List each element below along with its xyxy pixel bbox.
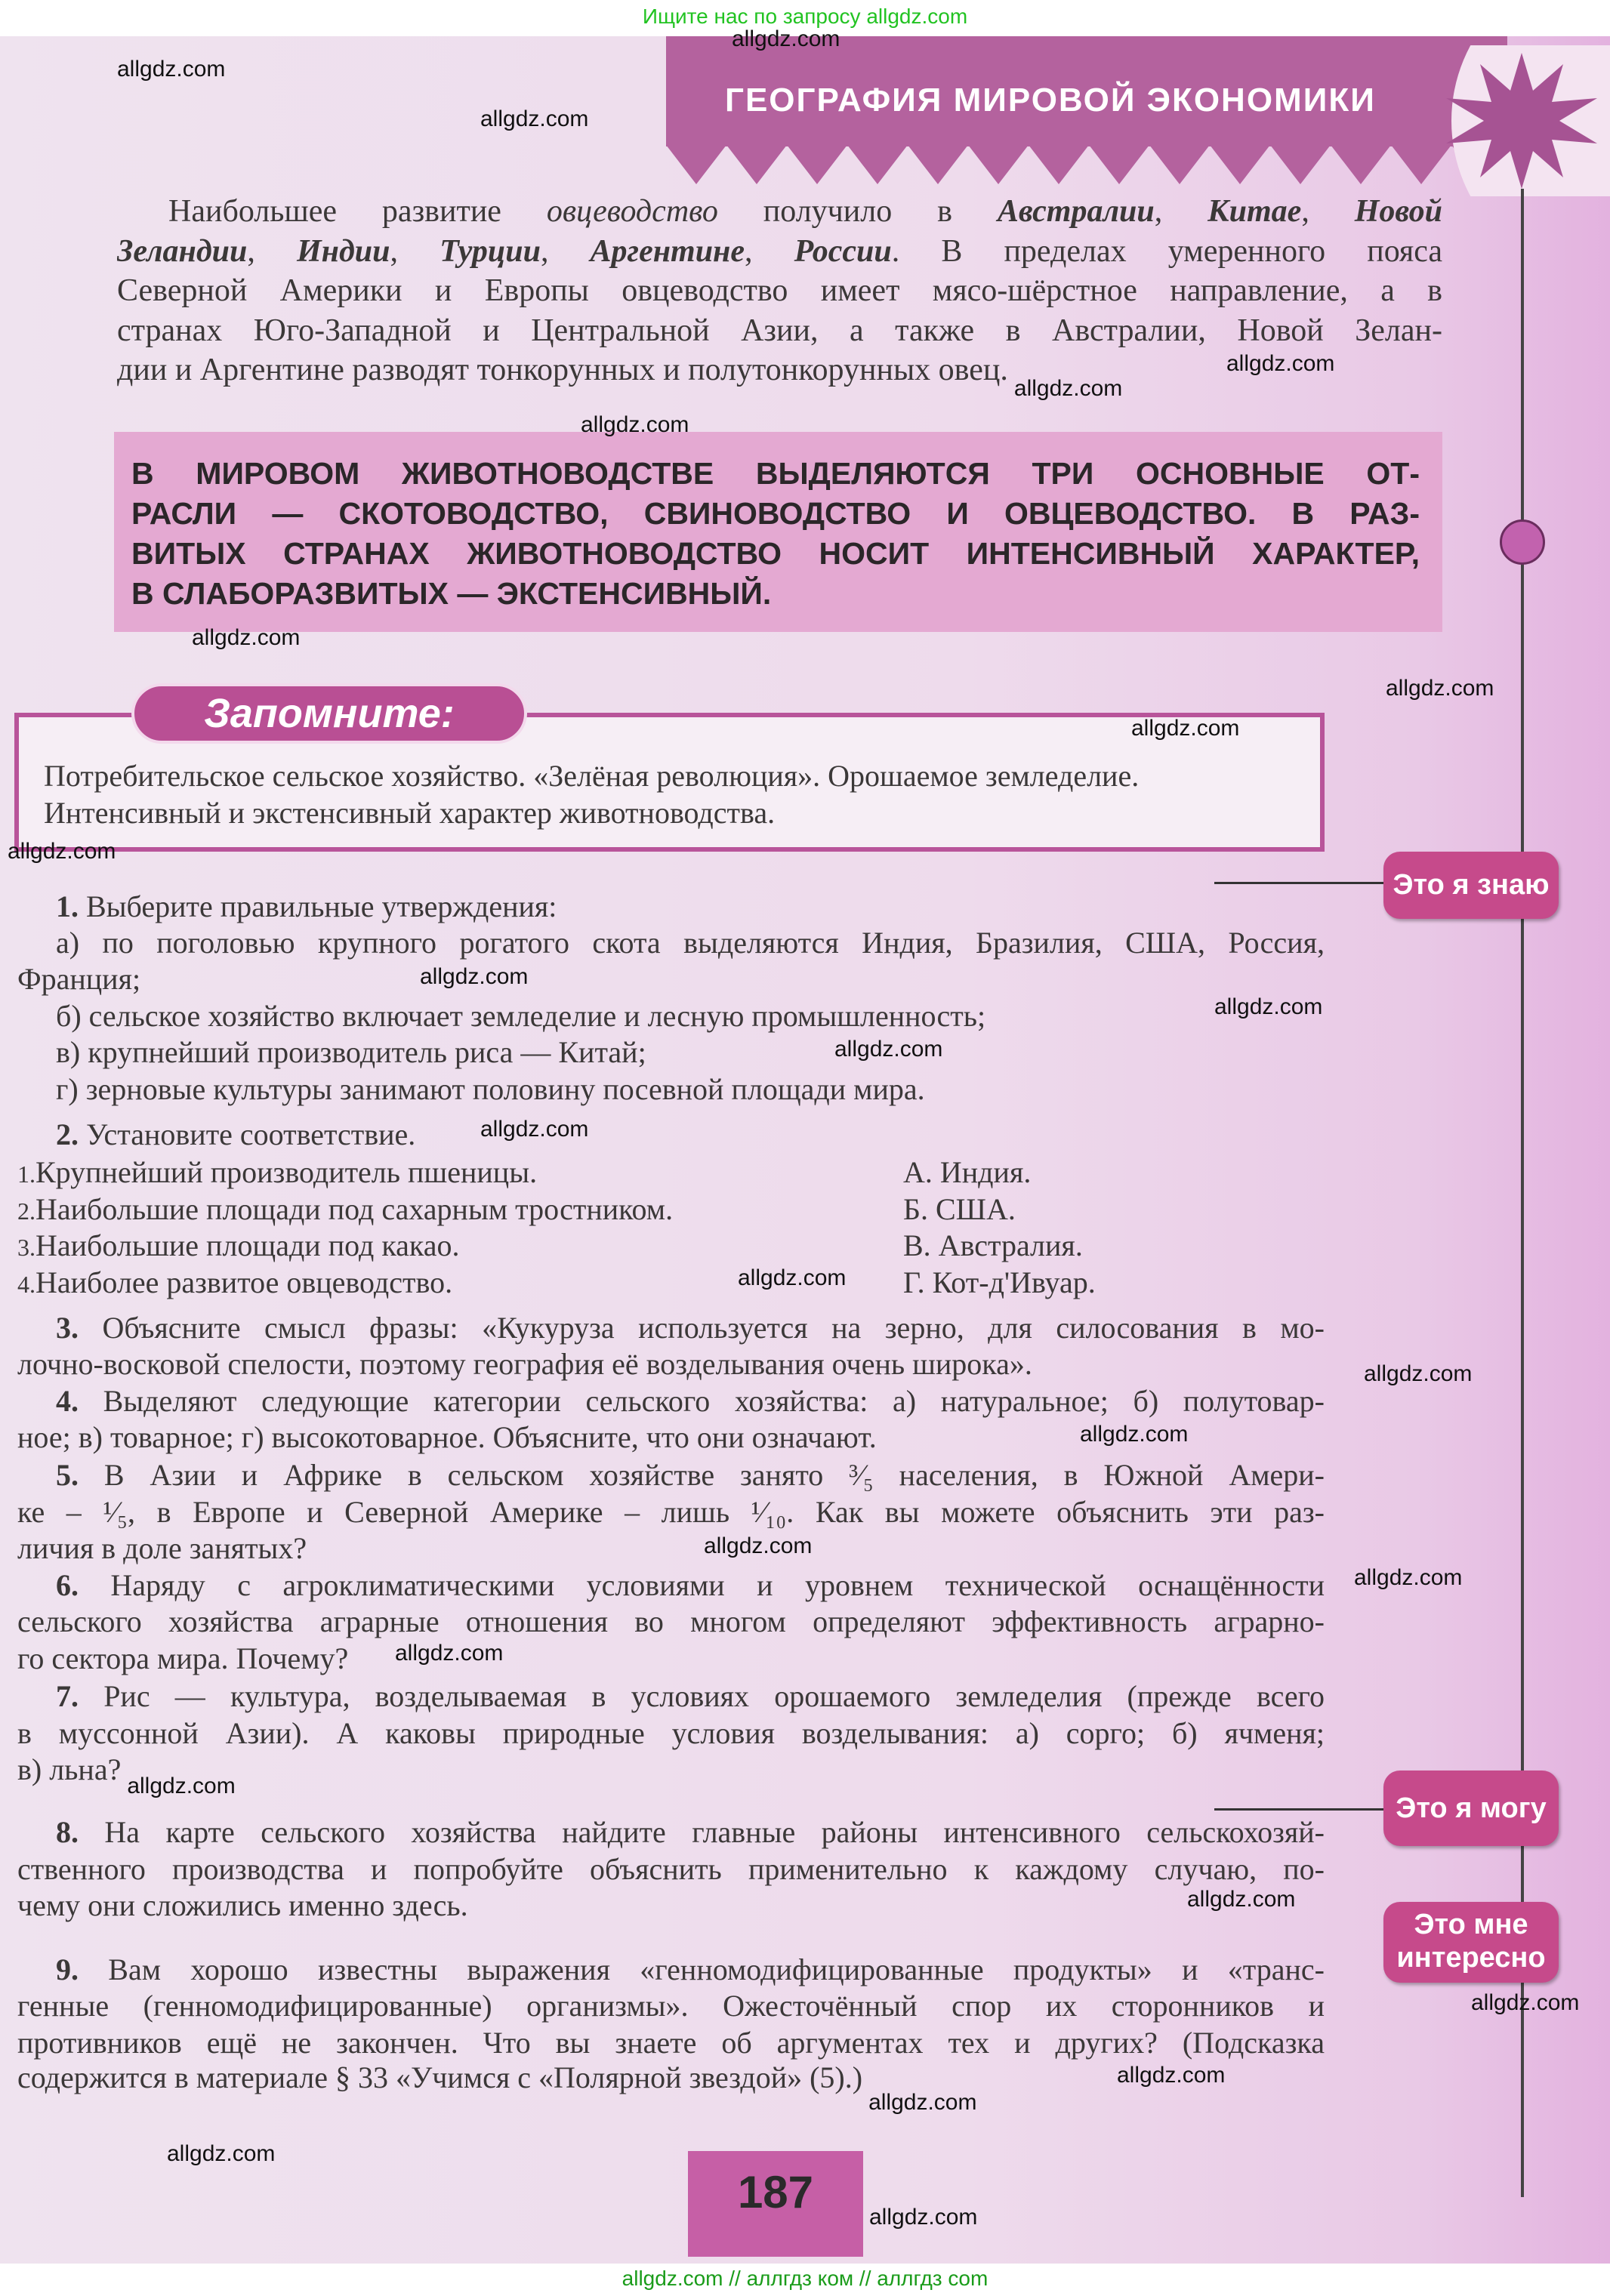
watermark: allgdz.com — [1013, 376, 1123, 401]
question-text: Объясните смысл фразы: «Кукуруза используется на зерно, для силосования в мо- — [79, 1311, 1325, 1345]
question-line — [56, 1072, 925, 1107]
text-span: странах Юго-Западной и Центральной Азии, а также в Австралии, Новой Зелан- — [117, 313, 1442, 348]
question-text: Выделяют следующие категории сельского хозяйства: а) натуральное; б) полутовар- — [79, 1384, 1325, 1418]
question-line — [17, 1752, 121, 1787]
question-text: В Азии и Африке в сельском хозяйстве занято ³⁄₅ населения, в Южной Амери- — [79, 1458, 1325, 1492]
question-line — [17, 1604, 1325, 1639]
question-number: 3. — [56, 1311, 79, 1345]
divider — [1214, 882, 1383, 884]
badge-interesting-line: интересно — [1396, 1942, 1546, 1974]
text-span: Северной Америки и Европы овцеводство имеет мясо-шёрстное направление, а в — [117, 273, 1442, 308]
question-text: в муссонной Азии). А каковы природные условия возделывания: а) сорго; б) ячменя; — [17, 1716, 1325, 1750]
rule-line: РАСЛИ — СКОТОВОДСТВО, СВИНОВОДСТВО И ОВЦЕВОДСТВО. В РАЗ- — [131, 496, 1420, 531]
text-span: дии и Аргентине разводят тонкорунных и полутонкорунных овец. — [117, 353, 1008, 387]
paragraph-line — [117, 312, 1442, 350]
rule-line: ВИТЫХ СТРАНАХ ЖИВОТНОВОДСТВО НОСИТ ИНТЕНСИВНЫЙ ХАРАКТЕР, — [131, 536, 1420, 571]
text-span: . В пределах умеренного пояса — [891, 233, 1442, 269]
question-line — [17, 962, 140, 997]
paragraph-line — [117, 351, 1008, 389]
question-line — [56, 1384, 1325, 1419]
text-span: России — [794, 233, 892, 269]
question-line — [56, 1815, 1325, 1850]
watermark: allgdz.com — [395, 1641, 504, 1666]
question-text: Франция; — [17, 962, 141, 996]
question-number: 8. — [56, 1815, 79, 1849]
text-span: , — [390, 233, 440, 269]
question-line — [56, 889, 557, 924]
watermark: allgdz.com — [480, 106, 589, 131]
question-text: чему они сложились именно здесь. — [17, 1888, 468, 1922]
watermark: allgdz.com — [480, 1117, 589, 1142]
match-left — [17, 1265, 452, 1300]
question-line — [17, 1420, 877, 1455]
question-text: ке – ¹⁄₅, в Европе и Северной Америке – лишь ¹⁄₁₀. Как вы можете объяснить эти раз- — [17, 1495, 1325, 1529]
question-text: личия в доле занятых? — [17, 1531, 307, 1565]
watermark: allgdz.com — [869, 2205, 978, 2230]
question-text: Наряду с агроклиматическими условиями и уровнем технической оснащённости — [79, 1568, 1325, 1602]
margin-circle-icon — [1500, 519, 1545, 565]
text-span: , — [1154, 194, 1208, 229]
text-span: , — [745, 233, 794, 269]
question-line — [17, 1641, 348, 1676]
question-line — [17, 1531, 307, 1566]
question-line — [17, 1989, 1325, 2023]
match-left — [17, 1228, 459, 1263]
question-line — [56, 1035, 646, 1070]
watermark: allgdz.com — [1214, 994, 1323, 1019]
question-line — [17, 1852, 1325, 1887]
badge-interesting-line: Это мне — [1414, 1909, 1528, 1940]
match-text: Крупнейший производитель пшеницы. — [35, 1155, 538, 1189]
watermark: allgdz.com — [1471, 1990, 1580, 2015]
question-text: го сектора мира. Почему? — [17, 1641, 349, 1675]
watermark: allgdz.com — [581, 412, 689, 437]
question-text: Рис — культура, возделываемая в условиях орошаемого земледелия (прежде всего — [79, 1679, 1325, 1713]
question-line — [17, 1716, 1325, 1751]
watermark: allgdz.com — [420, 964, 529, 989]
question-line — [56, 1679, 1325, 1714]
match-left — [17, 1192, 673, 1227]
match-number: 3. — [17, 1234, 35, 1261]
text-span: , — [1301, 194, 1355, 229]
watermark: allgdz.com — [1080, 1422, 1189, 1447]
watermark: allgdz.com — [738, 1265, 847, 1290]
match-number: 2. — [17, 1197, 35, 1225]
question-text: Установите соответствие. — [79, 1117, 416, 1151]
watermark: allgdz.com — [8, 839, 116, 864]
text-span: Новой — [1354, 194, 1442, 229]
question-text: сельского хозяйства аграрные отношения во многом определяют эффективность аграрно- — [17, 1604, 1325, 1638]
question-number: 6. — [56, 1568, 79, 1602]
question-line — [56, 1568, 1325, 1603]
question-line — [17, 1888, 468, 1923]
text-span: Китае — [1208, 194, 1302, 229]
text-span: получило в — [717, 194, 998, 229]
badge-know: Это я знаю — [1383, 852, 1559, 919]
text-span: овцеводство — [546, 194, 718, 229]
question-text: а) по поголовью крупного рогатого скота выделяются Индия, Бразилия, США, Россия, — [56, 926, 1325, 960]
paragraph-line — [117, 272, 1442, 310]
question-text: в) крупнейший производитель риса — Китай; — [56, 1035, 646, 1069]
question-text: б) сельское хозяйство включает земледелие и лесную промышленность; — [56, 999, 986, 1033]
remember-line: Интенсивный и экстенсивный характер животноводства. — [44, 796, 776, 830]
chapter-title: ГЕОГРАФИЯ МИРОВОЙ ЭКОНОМИКИ — [725, 82, 1376, 119]
rule-line: В МИРОВОМ ЖИВОТНОВОДСТВЕ ВЫДЕЛЯЮТСЯ ТРИ ОСНОВНЫЕ ОТ- — [131, 456, 1420, 491]
question-line — [17, 1347, 1032, 1382]
watermark: allgdz.com — [1386, 676, 1494, 701]
question-text: лочно-восковой спелости, поэтому география её возделывания очень широка». — [17, 1347, 1032, 1381]
question-line — [56, 1952, 1325, 1987]
question-line — [17, 1495, 1325, 1530]
question-text: Вам хорошо известны выражения «генномодифицированные продукты» и «транс- — [79, 1952, 1325, 1986]
text-span: Зеландии — [117, 233, 248, 269]
match-right: Г. Кот-д'Ивуар. — [903, 1265, 1096, 1299]
question-text: Выберите правильные утверждения: — [79, 889, 557, 923]
paragraph-line — [117, 233, 1442, 270]
text-span: Турции — [440, 233, 541, 269]
watermark: allgdz.com — [834, 1037, 943, 1062]
question-line — [56, 1311, 1325, 1345]
watermark: allgdz.com — [1117, 2063, 1226, 2088]
badge-interesting — [1383, 1902, 1559, 1983]
question-line — [56, 926, 1325, 960]
bottom-links: allgdz.com // аллгдз ком // аллгдз com — [0, 2264, 1610, 2296]
watermark: allgdz.com — [1364, 1361, 1473, 1386]
question-text: На карте сельского хозяйства найдите главные районы интенсивного сельскохозяй- — [79, 1815, 1325, 1849]
question-text: ственного производства и попробуйте объяснить применительно к каждому случаю, по- — [17, 1852, 1325, 1886]
watermark: allgdz.com — [1226, 351, 1335, 376]
watermark: allgdz.com — [1131, 716, 1240, 741]
watermark: allgdz.com — [1187, 1887, 1296, 1912]
text-span: Индии — [296, 233, 390, 269]
top-banner: Ищите нас по запросу allgdz.com — [0, 0, 1610, 36]
question-number: 1. — [56, 889, 79, 923]
match-number: 1. — [17, 1160, 35, 1188]
question-text: противников ещё не закончен. Что вы знаете об аргументах тех и других? (Подсказка — [17, 2026, 1325, 2060]
remember-line: Потребительское сельское хозяйство. «Зелёная революция». Орошаемое земледелие. — [44, 759, 1140, 793]
watermark: allgdz.com — [117, 57, 226, 82]
header-zigzag — [666, 145, 1507, 184]
match-text: Наиболее развитое овцеводство. — [35, 1265, 453, 1299]
page-number: 187 — [688, 2151, 863, 2257]
badge-can: Это я могу — [1383, 1771, 1559, 1846]
question-text: ное; в) товарное; г) высокотоварное. Объясните, что они означают. — [17, 1420, 877, 1454]
text-span: Наибольшее развитие — [168, 194, 547, 229]
question-line — [56, 1117, 415, 1152]
question-number: 7. — [56, 1679, 79, 1713]
question-number: 9. — [56, 1952, 79, 1986]
watermark: allgdz.com — [732, 26, 840, 51]
question-text: в) льна? — [17, 1752, 122, 1786]
question-text: генные (генномодифицированные) организмы». Ожесточённый спор их сторонников и — [17, 1989, 1325, 2023]
question-line — [17, 2060, 862, 2095]
match-right: Б. США. — [903, 1191, 1016, 1226]
question-line — [56, 1458, 1325, 1493]
question-number: 4. — [56, 1384, 79, 1418]
watermark: allgdz.com — [192, 625, 301, 650]
match-text: Наибольшие площади под какао. — [35, 1228, 460, 1262]
question-number: 5. — [56, 1458, 79, 1492]
watermark: allgdz.com — [1354, 1565, 1463, 1590]
text-span: Австралии — [997, 194, 1155, 229]
watermark: allgdz.com — [167, 2141, 276, 2166]
question-line — [17, 2026, 1325, 2060]
star-icon — [1439, 45, 1610, 196]
rule-line: В СЛАБОРАЗВИТЫХ — ЭКСТЕНСИВНЫЙ. — [131, 576, 772, 611]
question-line — [56, 999, 985, 1034]
text-span: , — [540, 233, 591, 269]
watermark: allgdz.com — [704, 1533, 813, 1558]
match-right: В. Австралия. — [903, 1228, 1083, 1262]
question-text: содержится в материале § 33 «Учимся с «Полярной звездой» (5).) — [17, 2060, 863, 2094]
margin-line — [1521, 189, 1524, 2197]
match-text: Наибольшие площади под сахарным тростником. — [35, 1191, 674, 1226]
question-number: 2. — [56, 1117, 79, 1151]
match-left — [17, 1155, 537, 1190]
paragraph-line — [168, 193, 1442, 230]
divider — [1214, 1808, 1383, 1811]
match-right: А. Индия. — [903, 1155, 1032, 1189]
remember-title: Запомните: — [131, 683, 527, 744]
watermark: allgdz.com — [868, 2090, 977, 2115]
text-span: , — [247, 233, 297, 269]
watermark: allgdz.com — [127, 1774, 236, 1798]
match-number: 4. — [17, 1270, 35, 1298]
question-text: г) зерновые культуры занимают половину посевной площади мира. — [56, 1072, 925, 1106]
text-span: Аргентине — [590, 233, 745, 269]
